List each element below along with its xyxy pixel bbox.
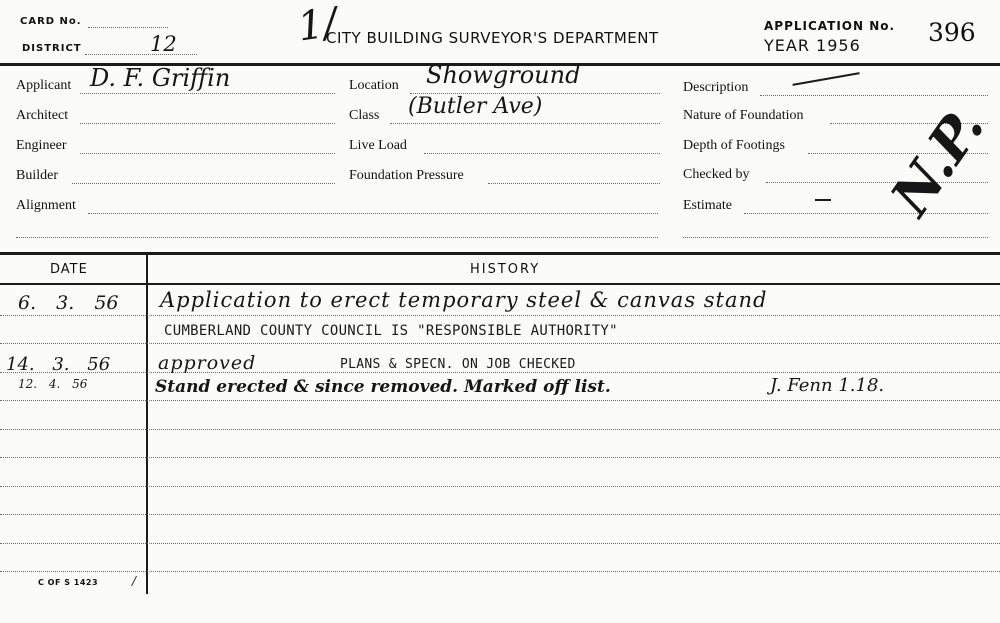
builder-label: Builder	[16, 168, 58, 183]
history-entry: Stand erected & since removed. Marked off list.	[155, 377, 611, 397]
architect-line	[80, 123, 335, 124]
class-label: Class	[349, 108, 380, 123]
class-value: (Butler Ave)	[408, 94, 543, 119]
alignment-label: Alignment	[16, 198, 76, 213]
form-number: C OF S 1423	[38, 578, 99, 587]
alignment-line	[88, 213, 658, 214]
checked-by-label: Checked by	[683, 167, 750, 182]
ink-mark: 1/	[294, 0, 340, 51]
blank-line-right	[683, 237, 988, 238]
history-line	[0, 343, 1000, 344]
applicant-line	[80, 93, 335, 94]
card-no-line	[88, 27, 168, 28]
history-line	[0, 514, 1000, 515]
application-no-label: APPLICATION No.	[764, 19, 896, 33]
history-typed-entry: CUMBERLAND COUNTY COUNCIL IS "RESPONSIBLE AUTHORITY"	[164, 323, 618, 339]
description-label: Description	[683, 80, 749, 95]
history-date: 14. 3. 56	[6, 354, 111, 375]
architect-label: Architect	[16, 108, 69, 123]
history-line	[0, 543, 1000, 544]
checked-stamp: PLANS & SPECN. ON JOB CHECKED	[340, 357, 576, 372]
history-line	[0, 400, 1000, 401]
description-dash	[792, 72, 859, 85]
history-date: 12. 4. 56	[18, 377, 88, 391]
history-line	[0, 429, 1000, 430]
description-line	[760, 95, 988, 96]
location-value: Showground	[426, 61, 581, 89]
history-line	[0, 457, 1000, 458]
location-label: Location	[349, 78, 399, 93]
estimate-label: Estimate	[683, 198, 732, 213]
estimate-line	[744, 213, 988, 214]
history-line	[0, 571, 1000, 572]
history-top-rule	[0, 252, 1000, 255]
live-load-line	[424, 153, 660, 154]
live-load-label: Live Load	[349, 138, 407, 153]
engineer-label: Engineer	[16, 138, 67, 153]
department-title: CITY BUILDING SURVEYOR'S DEPARTMENT	[326, 29, 659, 47]
district-label: DISTRICT	[22, 43, 82, 54]
history-line	[0, 315, 1000, 316]
builder-line	[72, 183, 335, 184]
estimate-dash	[815, 199, 831, 201]
np-mark: N.P.	[878, 95, 997, 227]
application-number: 396	[928, 18, 976, 47]
foundation-pressure-line	[488, 183, 660, 184]
depth-footings-label: Depth of Footings	[683, 138, 785, 153]
nature-foundation-label: Nature of Foundation	[683, 108, 804, 123]
card-no-label: CARD No.	[20, 16, 82, 27]
year-label: YEAR 1956	[764, 36, 861, 55]
applicant-value: D. F. Griffin	[90, 64, 231, 92]
tick-mark: /	[132, 574, 137, 588]
history-date: 6. 3. 56	[18, 292, 119, 314]
history-header-rule	[0, 283, 1000, 285]
foundation-pressure-label: Foundation Pressure	[349, 168, 464, 183]
history-entry: approved	[158, 352, 257, 374]
district-value: 12	[150, 32, 177, 56]
applicant-label: Applicant	[16, 78, 72, 93]
history-line	[0, 486, 1000, 487]
date-header: DATE	[50, 262, 88, 277]
history-header: HISTORY	[470, 262, 541, 277]
history-entry: Application to erect temporary steel & canvas stand	[160, 288, 768, 312]
engineer-line	[80, 153, 335, 154]
blank-line	[16, 237, 658, 238]
class-line	[390, 123, 660, 124]
district-line	[85, 54, 197, 55]
history-line	[0, 372, 1000, 373]
signature: J. Fenn 1.18.	[770, 375, 885, 396]
